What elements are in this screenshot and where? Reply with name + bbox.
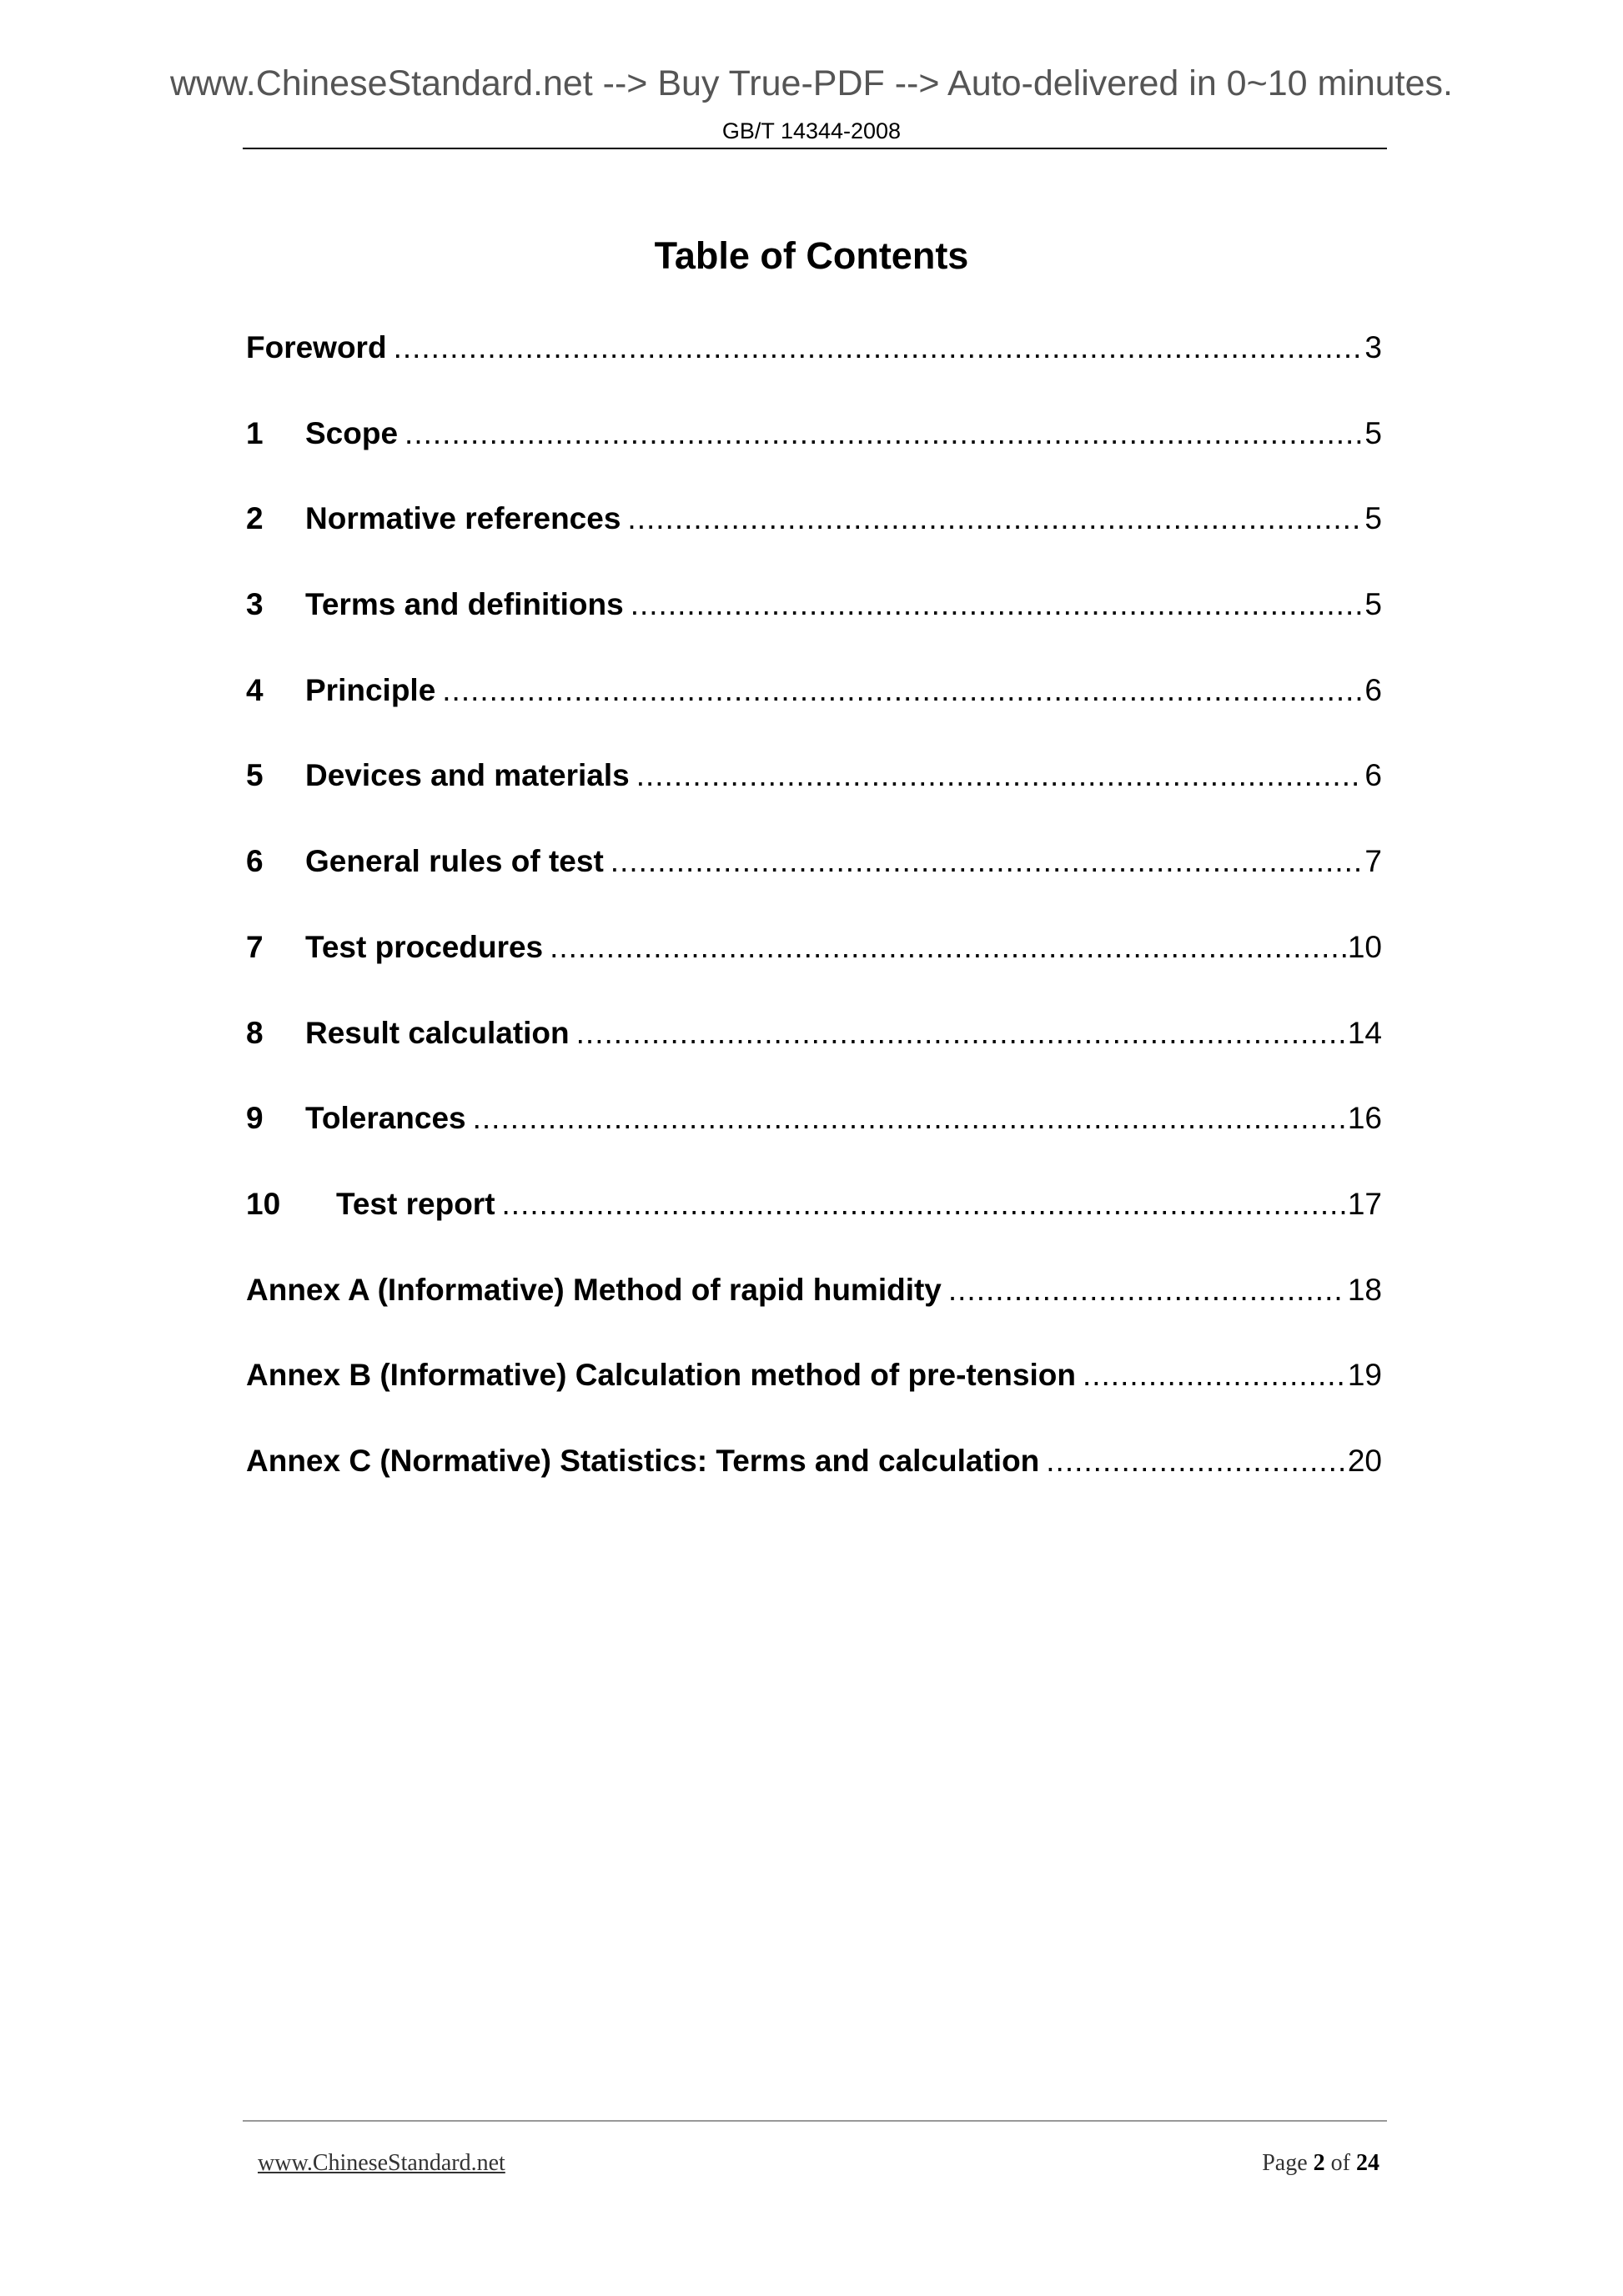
toc-page-number: 14 [1347, 1015, 1382, 1050]
toc-section-number: 9 [246, 1101, 264, 1136]
toc-entry-test-report[interactable] [246, 1187, 1382, 1273]
header-divider [243, 148, 1387, 149]
toc-section-number: 1 [246, 415, 264, 450]
toc-page-number: 5 [1364, 415, 1382, 450]
toc-dot-leader [550, 930, 1346, 965]
toc-page-number: 5 [1364, 501, 1382, 536]
toc-entry-label: Annex B (Informative) Calculation method of pre-tension [246, 1358, 1076, 1393]
toc-entry-general-rules-of-test[interactable] [246, 844, 1382, 930]
toc-page-number: 17 [1347, 1186, 1382, 1221]
toc-dot-leader [1046, 1444, 1346, 1479]
toc-section-number: 4 [246, 672, 264, 707]
toc-page-number: 3 [1364, 330, 1382, 364]
toc-page-number: 16 [1347, 1101, 1382, 1136]
toc-entry-label: Annex A (Informative) Method of rapid humidity [246, 1272, 942, 1307]
toc-entry-annex-c[interactable] [246, 1444, 1382, 1530]
toc-entry-scope[interactable] [246, 416, 1382, 502]
standard-code: GB/T 14344-2008 [721, 118, 902, 143]
toc-dot-leader [636, 758, 1364, 793]
toc-entry-label: 4 Principle [246, 672, 436, 707]
toc-dot-leader [948, 1273, 1346, 1308]
footer-divider [243, 2120, 1387, 2122]
toc-section-number: 6 [246, 844, 264, 879]
toc-entry-label: 1 Scope [246, 415, 399, 450]
toc-entry-label: 5 Devices and materials [246, 758, 630, 793]
toc-entry-label: 10 Test report [246, 1186, 495, 1221]
toc-dot-leader [442, 673, 1363, 708]
toc-entry-annex-b[interactable] [246, 1358, 1382, 1444]
toc-page-number: 6 [1364, 672, 1382, 707]
table-of-contents [246, 330, 1382, 1530]
toc-title: Table of Contents [654, 234, 969, 277]
toc-entry-foreword[interactable] [246, 330, 1382, 416]
page-prefix: Page [1262, 2150, 1308, 2176]
toc-dot-leader [394, 330, 1364, 365]
toc-entry-label: 9 Tolerances [246, 1101, 466, 1136]
toc-dot-leader [473, 1101, 1346, 1136]
page-total: 24 [1356, 2150, 1379, 2176]
toc-page-number: 5 [1364, 587, 1382, 622]
toc-entry-result-calculation[interactable] [246, 1016, 1382, 1102]
toc-page-number: 18 [1347, 1272, 1382, 1307]
toc-entry-devices-and-materials[interactable] [246, 758, 1382, 844]
toc-page-number: 6 [1364, 758, 1382, 793]
toc-entry-label: Foreword [246, 330, 387, 364]
toc-entry-test-procedures[interactable] [246, 930, 1382, 1016]
toc-dot-leader [1083, 1358, 1346, 1393]
footer-website-link[interactable]: www.ChineseStandard.net [258, 2150, 505, 2176]
toc-entry-tolerances[interactable] [246, 1101, 1382, 1187]
toc-entry-terms-and-definitions[interactable] [246, 587, 1382, 673]
toc-page-number: 19 [1347, 1358, 1382, 1393]
toc-entry-label: 6 General rules of test [246, 844, 604, 879]
toc-dot-leader [502, 1187, 1346, 1222]
footer-page-indicator [1262, 2150, 1379, 2177]
toc-page-number: 10 [1347, 929, 1382, 964]
toc-section-number: 3 [246, 587, 264, 622]
toc-entry-label: 7 Test procedures [246, 929, 544, 964]
toc-dot-leader [576, 1016, 1346, 1051]
toc-entry-normative-references[interactable] [246, 501, 1382, 587]
toc-entry-label: Annex C (Normative) Statistics: Terms and calculation [246, 1443, 1040, 1478]
toc-section-number: 7 [246, 929, 264, 964]
toc-dot-leader [404, 416, 1363, 451]
toc-page-number: 20 [1347, 1443, 1382, 1478]
toc-entry-principle[interactable] [246, 673, 1382, 759]
toc-entry-annex-a[interactable] [246, 1273, 1382, 1359]
toc-section-number: 2 [246, 501, 264, 536]
toc-section-number: 5 [246, 758, 264, 793]
page-of: of [1330, 2150, 1350, 2176]
toc-entry-label: 3 Terms and definitions [246, 587, 624, 622]
toc-entry-label: 8 Result calculation [246, 1015, 570, 1050]
page-current: 2 [1313, 2150, 1325, 2176]
header-banner[interactable]: www.ChineseStandard.net --> Buy True-PDF --> Auto-delivered in 0~10 minutes. [169, 63, 1453, 103]
toc-entry-label: 2 Normative references [246, 501, 621, 536]
toc-page-number: 7 [1364, 844, 1382, 879]
toc-dot-leader [631, 587, 1364, 622]
toc-section-number: 10 [246, 1186, 281, 1221]
toc-dot-leader [611, 844, 1364, 879]
toc-section-number: 8 [246, 1015, 264, 1050]
toc-dot-leader [627, 501, 1363, 536]
